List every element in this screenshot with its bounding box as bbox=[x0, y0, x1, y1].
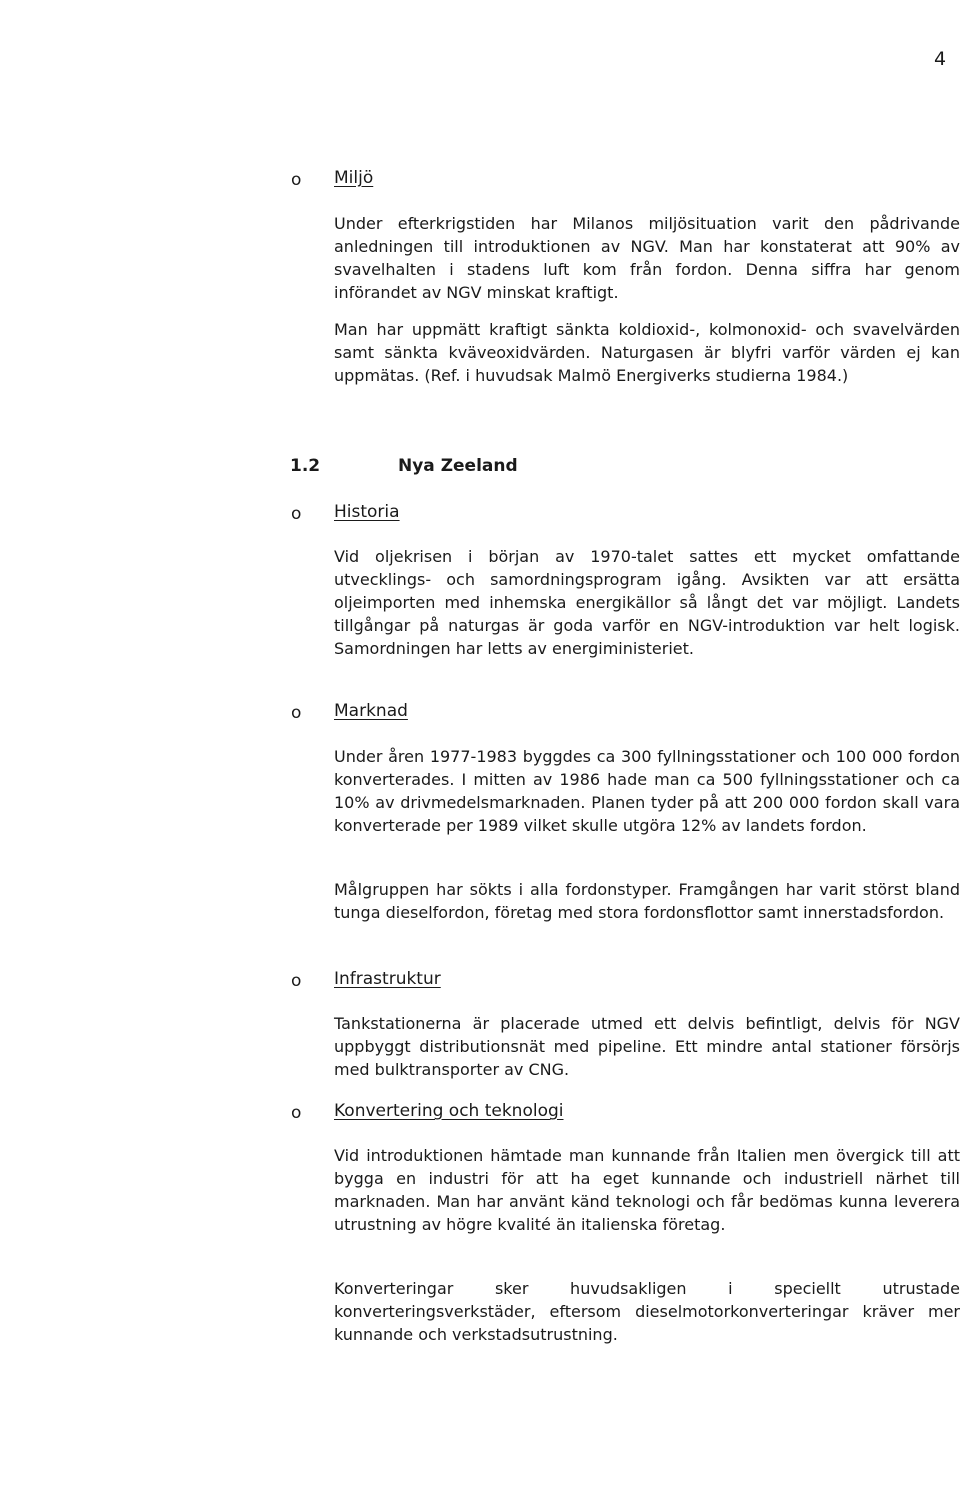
paragraph-infrastruktur-1: Tankstationerna är placerade utmed ett delvis befintligt, delvis för NGV uppbyggt distributionsnät med pipeline. Ett mindre antal stationer försörjs med bulktransporter av CNG. bbox=[334, 1014, 960, 1079]
bullet-title-miljo: Miljö bbox=[334, 168, 374, 188]
paragraph-konvertering-1: Vid introduktionen hämtade man kunnande från Italien men övergick till att bygga en industri för att ha eget kunnande och industriell närhet till marknaden. Man har använt känd teknologi och får bedömas kunna leverera utrustning av högre kvalité än italienska företag. bbox=[334, 1146, 960, 1234]
bullet-marker: o bbox=[291, 1103, 302, 1123]
bullet-title-historia: Historia bbox=[334, 502, 400, 522]
bullet-marker: o bbox=[291, 170, 302, 190]
paragraph-konvertering-2: Konverteringar sker huvudsakligen i speciellt utrustade konverteringsverkstäder, eftersom dieselmotorkonverteringar kräver mer kunnande och verkstadsutrustning. bbox=[334, 1279, 960, 1344]
section-number: 1.2 bbox=[290, 456, 321, 476]
bullet-title-marknad: Marknad bbox=[334, 701, 408, 721]
bullet-marker: o bbox=[291, 971, 302, 991]
bullet-title-infrastruktur: Infrastruktur bbox=[334, 969, 441, 989]
bullet-heading-infrastruktur bbox=[0, 967, 960, 997]
paragraph-marknad-1: Under åren 1977-1983 byggdes ca 300 fyllningsstationer och 100 000 fordon konverterades. I mitten av 1986 hade man ca 500 fyllningsstationer och ca 10% av drivmedelsmarknaden. Planen tyder på att 200 000 fordon skall vara konverterade per 1989 vilket skulle utgöra 12% av landets fordon. bbox=[334, 747, 960, 835]
bullet-heading-miljo bbox=[0, 166, 960, 196]
bullet-marker: o bbox=[291, 504, 302, 524]
bullet-heading-historia bbox=[0, 500, 960, 530]
paragraph-historia-1: Vid oljekrisen i början av 1970-talet sattes ett mycket omfattande utvecklings- och samordningsprogram igång. Avsikten var att ersätta oljeimporten med inhemska energikällor så långt det var möjligt. Landets tillgångar på naturgas är goda varför en NGV-introduktion var helt logisk. Samordningen har letts av energiministeriet. bbox=[334, 547, 960, 658]
bullet-heading-marknad bbox=[0, 699, 960, 729]
section-title: Nya Zeeland bbox=[398, 456, 518, 476]
paragraph-marknad-2: Målgruppen har sökts i alla fordonstyper. Framgången har varit störst bland tunga dieselfordon, företag med stora fordonsflottor samt innerstadsfordon. bbox=[334, 880, 960, 922]
paragraph-miljo-1: Under efterkrigstiden har Milanos miljösituation varit den pådrivande anledningen till introduktionen av NGV. Man har konstaterat att 90% av svavelhalten i stadens luft kom från fordon. Denna siffra har genom införandet av NGV minskat kraftigt. bbox=[334, 214, 960, 302]
page-number: 4 bbox=[934, 48, 947, 70]
bullet-title-konvertering: Konvertering och teknologi bbox=[334, 1101, 564, 1121]
paragraph-miljo-2: Man har uppmätt kraftigt sänkta koldioxid-, kolmonoxid- och svavelvärden samt sänkta kväveoxidvärden. Naturgasen är blyfri varför värden ej kan uppmätas. (Ref. i huvudsak Malmö Energiverks studierna 1984.) bbox=[334, 320, 960, 385]
bullet-heading-konvertering bbox=[0, 1099, 960, 1129]
bullet-marker: o bbox=[291, 703, 302, 723]
